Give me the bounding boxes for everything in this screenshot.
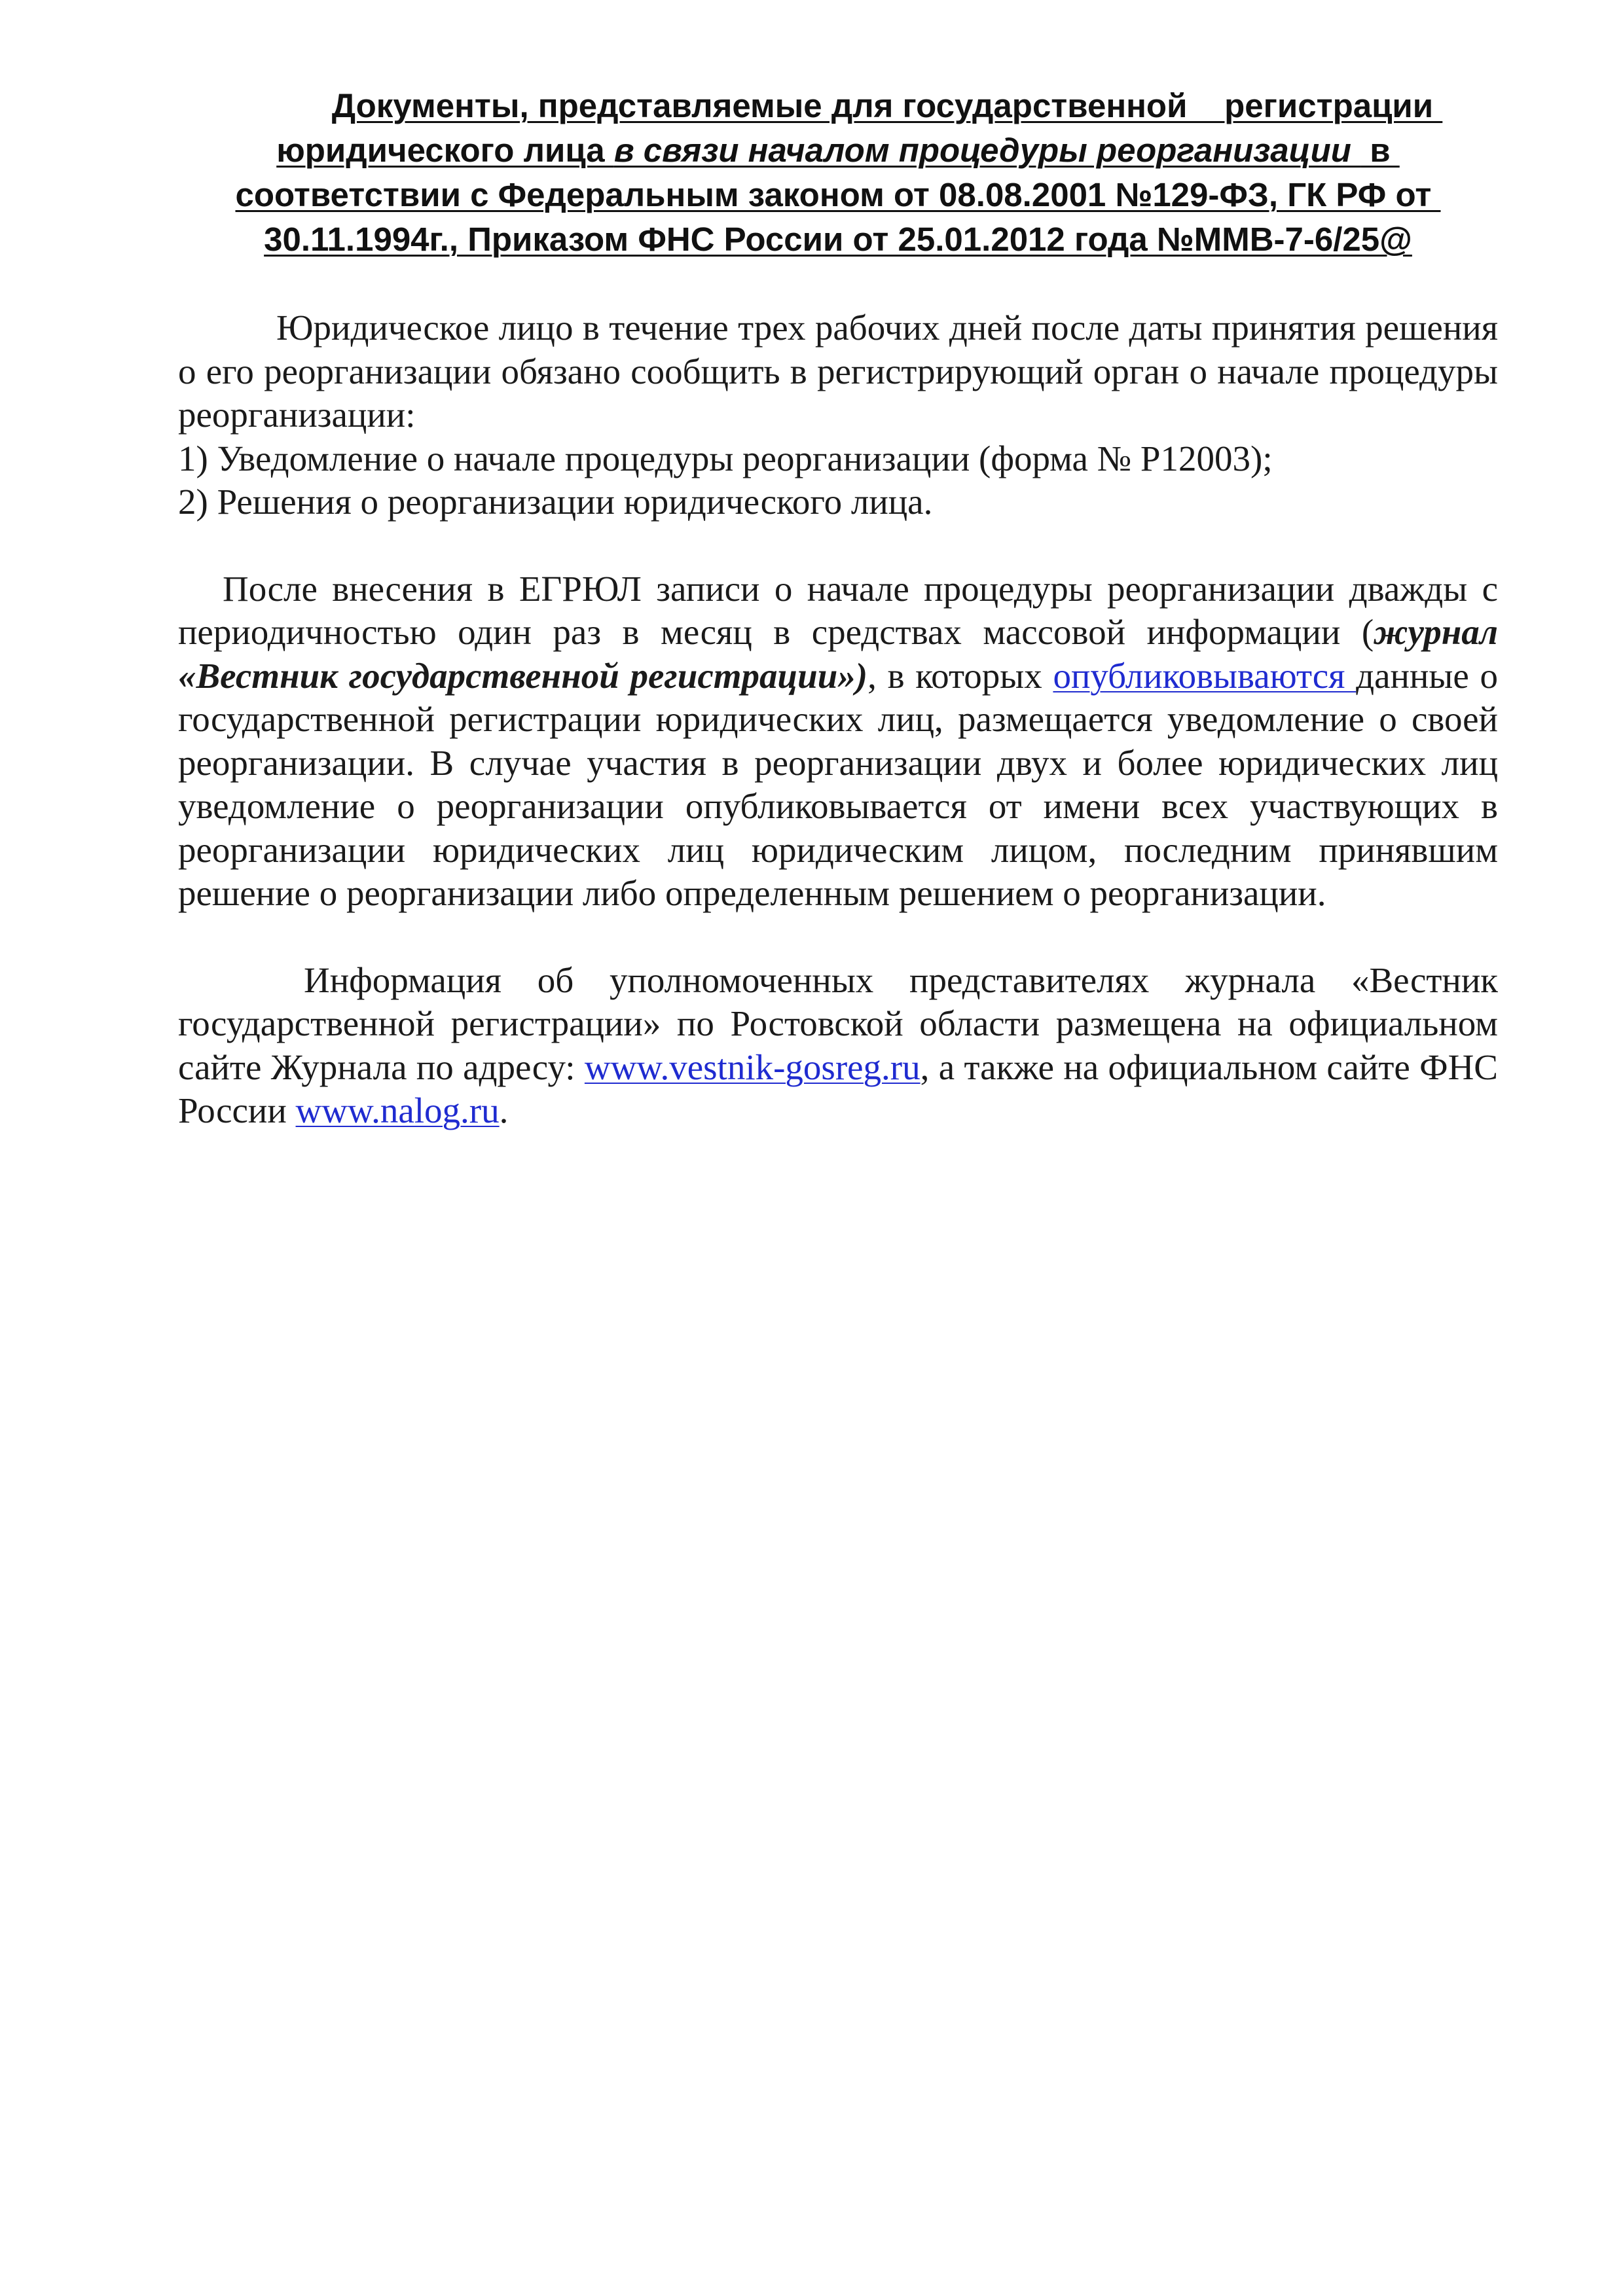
title-line-2-tail: в [1360, 132, 1400, 169]
title-line-2-plain: юридического лица [276, 132, 614, 169]
published-link[interactable]: опубликовываются [1053, 655, 1357, 696]
paragraph-publication-text-2: , в которых [867, 655, 1053, 696]
paragraph-representatives-text-2: , а также на официальном сайте ФНС России [178, 1047, 1498, 1130]
title-line-4: 30.11.1994г., Приказом ФНС России от 25.01.2012 года №ММВ-7-6/25@ [264, 221, 1412, 258]
paragraph-publication-text-3: данные о государственной регистрации юридических лиц, размещается уведомление о своей реорганизации. В случае участия в реорганизации двух и более юридических лиц уведомление о реорганизации опубликовывается от имени всех участвующих в реорганизации юридических лиц юридическим лицом, последним принявшим решение о реорганизации либо определенным решением о реорганизации. [178, 655, 1498, 913]
paragraph-publication-text-1: После внесения в ЕГРЮЛ записи о начале процедуры реорганизации дважды с периодичностью один раз в месяц в средствах массовой информации ( [178, 568, 1498, 652]
list-item-2: 2) Решения о реорганизации юридического лица. [178, 482, 933, 522]
title-line-3: соответствии с Федеральным законом от 08.08.2001 №129-ФЗ, ГК РФ от [235, 176, 1441, 213]
title-line-1: Документы, представляемые для государственной регистрации [331, 87, 1443, 124]
paragraph-representatives [178, 959, 1498, 1133]
list-item-1: 1) Уведомление о начале процедуры реорганизации (форма № Р12003); [178, 438, 1273, 478]
paragraph-reorganization-notice: Юридическое лицо в течение трех рабочих дней после даты принятия решения о его реорганизации обязано сообщить в регистрирующий орган о начале процедуры реорганизации: [178, 308, 1498, 435]
journal-name: журнал «Вестник государственной регистрации») [178, 612, 1498, 696]
vestnik-gosreg-link[interactable]: www.vestnik-gosreg.ru [584, 1047, 921, 1087]
title-line-2 [178, 128, 1498, 173]
title-line-2-italic: в связи началом процедуры реорганизации [613, 132, 1361, 169]
nalog-link[interactable]: www.nalog.ru [295, 1090, 500, 1130]
paragraph-representatives-text-1: Информация об уполномоченных представителях журнала «Вестник государственной регистрации» по Ростовской области размещена на официальном сайте Журнала по адресу: [178, 960, 1498, 1087]
document-title [178, 84, 1498, 262]
paragraph-representatives-text-3: . [499, 1090, 509, 1130]
paragraph-publication [178, 567, 1498, 916]
document-body [178, 84, 1498, 1133]
